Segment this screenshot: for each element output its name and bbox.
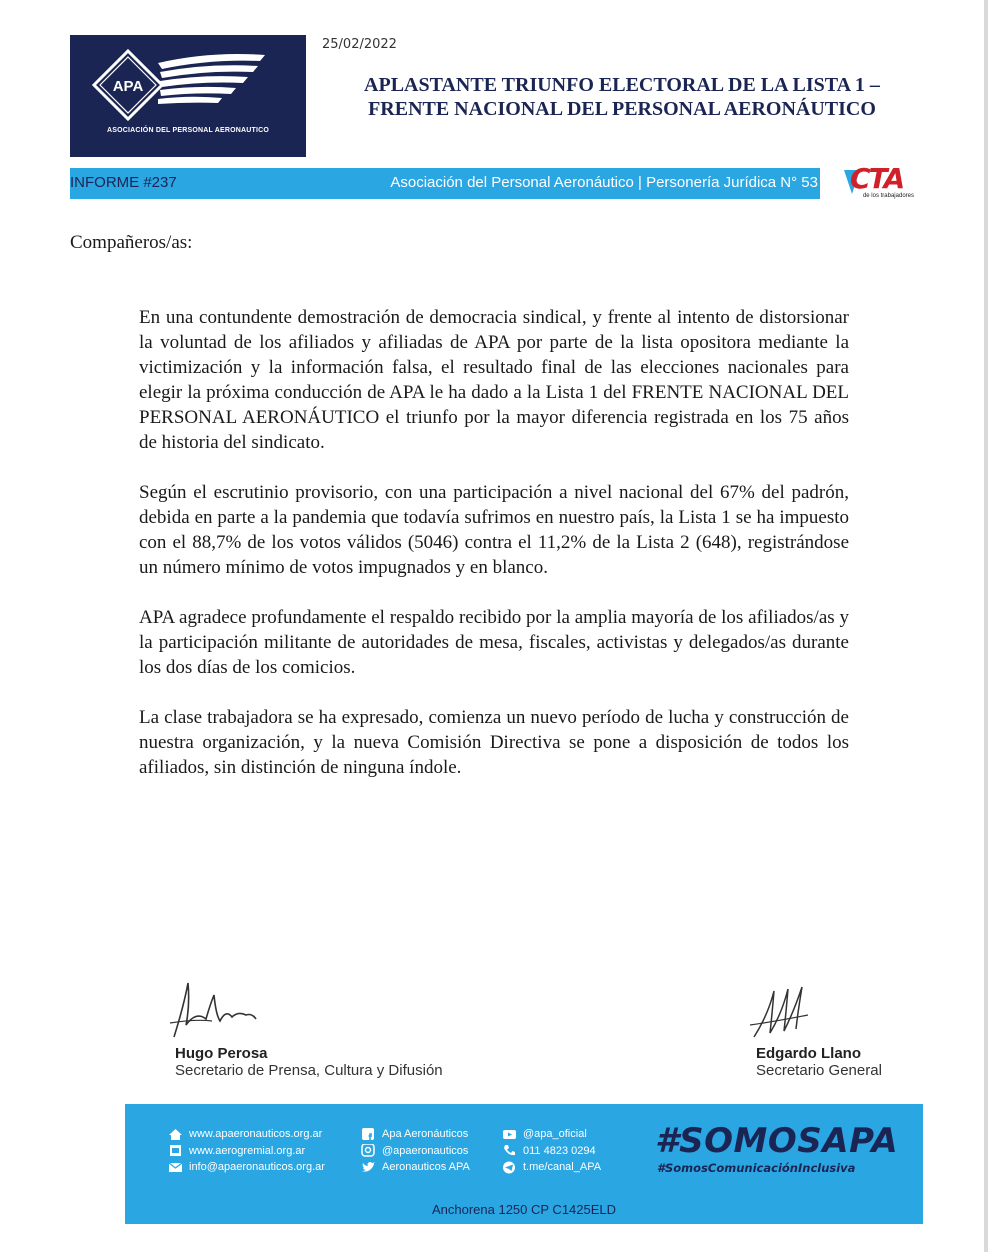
- signer-role: Secretario de Prensa, Cultura y Difusión: [175, 1062, 443, 1079]
- hashtag-subtitle: #SomosComunicaciónInclusiva: [657, 1161, 856, 1175]
- svg-text:APA: APA: [112, 78, 144, 95]
- title-line-2: FRENTE NACIONAL DEL PERSONAL AERONÁUTICO: [368, 98, 876, 120]
- letter-body: [139, 305, 849, 805]
- website-link-1[interactable]: www.apaeronauticos.org.ar: [189, 1128, 323, 1140]
- document-date: 25/02/2022: [322, 37, 397, 52]
- instagram-icon: [361, 1144, 376, 1157]
- cta-logo-text: CTA: [850, 162, 904, 195]
- paragraph: La clase trabajadora se ha expresado, comienza un nuevo período de lucha y construcción de nuestra organización, y la nueva Comisión Directiva se pone a disposición de todos los afiliados, sin distinción de ninguna índole.: [139, 707, 849, 778]
- signature-right: [756, 1045, 882, 1079]
- footer-contact-column: [502, 1126, 601, 1176]
- signer-role: Secretario General: [756, 1062, 882, 1079]
- footer-social-column: [361, 1126, 470, 1176]
- cta-logo-subtitle: de los trabajadores: [862, 193, 914, 199]
- telegram-link[interactable]: t.me/canal_APA: [523, 1161, 602, 1173]
- paragraph: En una contundente demostración de democracia sindical, y frente al intento de distorsionar la voluntad de los afiliados y afiliadas de APA por parte de la lista opositora mediante la victimización y la información falsa, el resultado final de las elecciones nacionales para elegir la próxima conducción de APA le ha dado a la Lista 1 del FRENTE NACIONAL DEL PERSONAL AERONÁUTICO el triunfo por la mayor diferencia registrada en los 75 años de historia del sindicato.: [139, 307, 849, 453]
- cta-logo: [842, 162, 916, 202]
- phone-icon: [502, 1144, 517, 1157]
- email-icon: [168, 1161, 183, 1174]
- greeting: Compañeros/as:: [70, 232, 193, 253]
- signer-name: Edgardo Llano: [756, 1045, 861, 1062]
- signature-left: [175, 1045, 443, 1079]
- youtube-link[interactable]: @apa_oficial: [523, 1128, 587, 1140]
- signature-scribble-right: [748, 985, 818, 1045]
- document-title: [322, 73, 922, 121]
- twitter-icon: [361, 1161, 376, 1174]
- home-icon: [168, 1128, 183, 1141]
- phone-number[interactable]: 011 4823 0294: [523, 1144, 596, 1157]
- website-link-2[interactable]: www.aerogremial.org.ar: [189, 1144, 306, 1157]
- footer-web-column: [168, 1126, 325, 1176]
- facebook-icon: [361, 1128, 376, 1141]
- youtube-icon: [502, 1128, 517, 1141]
- report-number: INFORME #237: [70, 174, 177, 191]
- instagram-link[interactable]: @apaeronauticos: [382, 1144, 469, 1157]
- organization-line: Asociación del Personal Aeronáutico | Personería Jurídica N° 53: [390, 174, 818, 191]
- info-bar: [70, 168, 820, 199]
- footer-address: Anchorena 1250 CP C1425ELD: [431, 1202, 617, 1217]
- apa-logo: [70, 35, 306, 157]
- signature-scribble-left: [166, 975, 266, 1045]
- logo-caption: ASOCIACIÓN DEL PERSONAL AERONAUTICO: [106, 127, 270, 134]
- hashtag-logo: #SOMOSAPA: [655, 1121, 899, 1161]
- footer: [125, 1104, 923, 1224]
- email-link[interactable]: info@apaeronauticos.org.ar: [189, 1161, 325, 1173]
- web-icon: [168, 1144, 183, 1157]
- title-line-1: APLASTANTE TRIUNFO ELECTORAL DE LA LISTA 1 –: [364, 74, 880, 96]
- paragraph: Según el escrutinio provisorio, con una participación a nivel nacional del 67% del padrón, debida en parte a la pandemia que todavía sufrimos en nuestro país, la Lista 1 se ha impuesto con el 88,7% de los votos válidos (5046) contra el 11,2% de la Lista 2 (648), registrándose un número mínimo de votos impugnados y en blanco.: [139, 482, 849, 578]
- telegram-icon: [502, 1161, 517, 1174]
- signer-name: Hugo Perosa: [175, 1045, 268, 1062]
- page-edge: [984, 0, 988, 1252]
- facebook-link[interactable]: Apa Aeronáuticos: [382, 1128, 469, 1140]
- paragraph: APA agradece profundamente el respaldo recibido por la amplia mayoría de los afiliados/as y la participación militante de autoridades de mesa, fiscales, activistas y delegados/as durante los dos días de los comicios.: [139, 607, 849, 678]
- apa-wings-emblem: [80, 41, 270, 125]
- twitter-link[interactable]: Aeronauticos APA: [382, 1161, 470, 1173]
